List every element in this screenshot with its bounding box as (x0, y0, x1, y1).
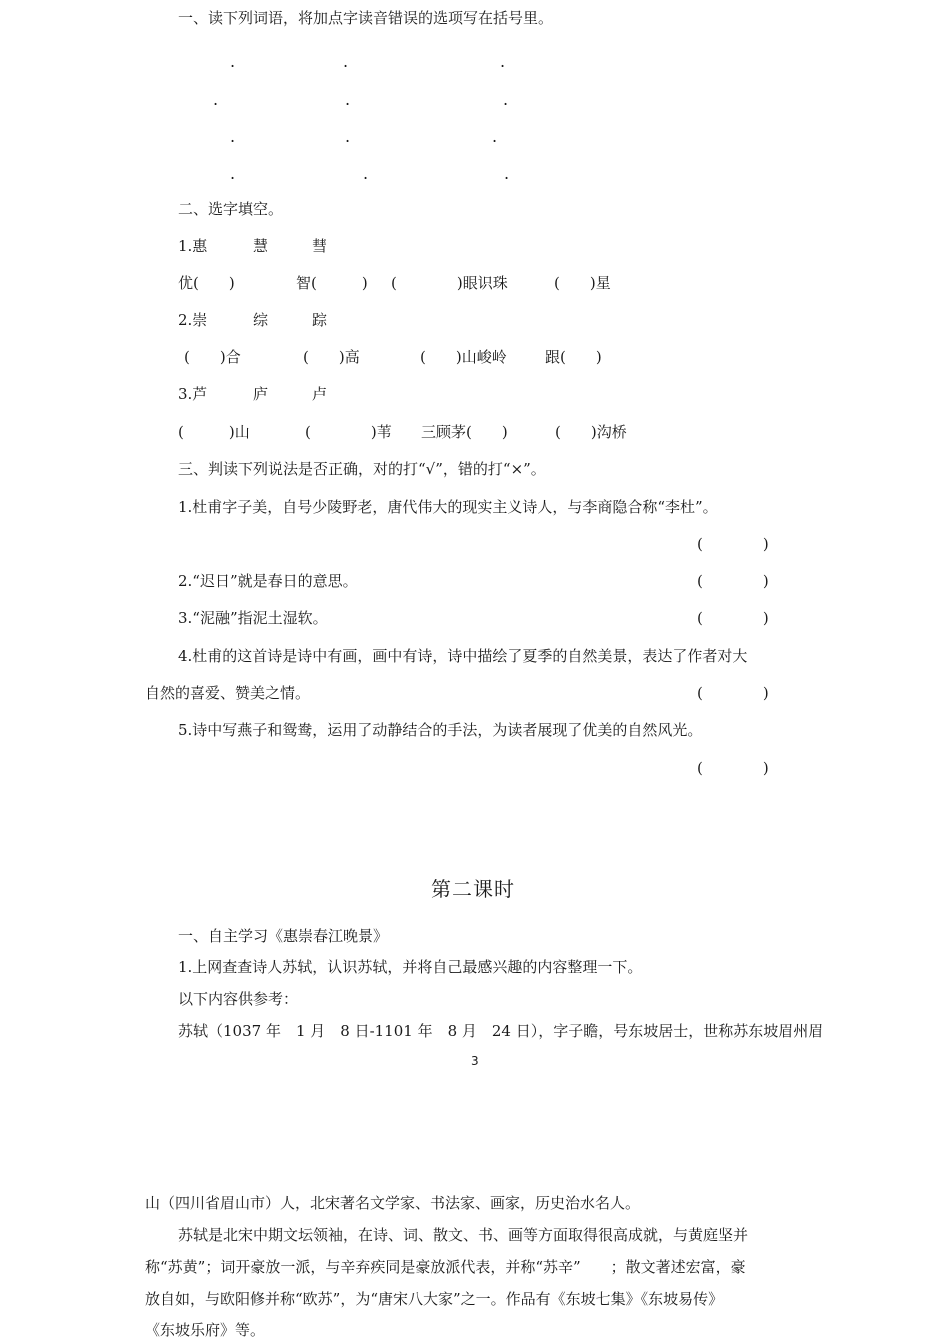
emphasis-dot: . (504, 164, 510, 183)
q2-char: 2.崇 (178, 311, 208, 329)
judgement-item: 2.“迟日”就是春日的意思。 (178, 572, 358, 590)
q1-char: 彗 (312, 237, 328, 255)
q1-blank: ( )眼识珠 (391, 274, 508, 292)
q3-char: 3.芦 (178, 385, 208, 403)
q2-char: 踪 (312, 311, 328, 329)
emphasis-dot: . (230, 52, 236, 71)
q3-blank: 三顾茅( ) (421, 423, 508, 441)
q1-char: 1.惠 (178, 237, 208, 255)
q2-blank: 跟( ) (545, 348, 602, 366)
bio-paragraph: 放自如，与欧阳修并称“欧苏”，为“唐宋八大家”之一。作品有《东坡七集》《东坡易传》 (145, 1290, 724, 1308)
lesson-title: 第二课时 (431, 877, 515, 901)
emphasis-dot: . (503, 90, 509, 109)
judgement-item: 3.“泥融”指泥土湿软。 (178, 609, 328, 627)
emphasis-dot: . (500, 52, 506, 71)
bio-paragraph: 称“苏黄”；词开豪放一派，与辛弃疾同是豪放派代表，并称“苏辛” ；散文著述宏富，豪 (145, 1258, 746, 1276)
emphasis-dot: . (363, 164, 369, 183)
answer-blank: ( ) (697, 609, 769, 627)
q3-blank: ( )山 (178, 423, 250, 441)
q2-char: 综 (253, 311, 269, 329)
judgement-item: 1.杜甫字子美，自号少陵野老，唐代伟大的现实主义诗人，与李商隐合称“李杜”。 (178, 498, 718, 516)
answer-blank: ( ) (697, 572, 769, 590)
section1-heading: 一、读下列词语，将加点字读音错误的选项写在括号里。 (178, 9, 554, 27)
section3-heading: 三、判读下列说法是否正确，对的打“√”，错的打“×”。 (178, 460, 546, 478)
q3-blank: ( )沟桥 (555, 423, 627, 441)
lesson2-heading: 一、自主学习《惠崇春江晚景》 (178, 927, 389, 945)
emphasis-dot: . (230, 164, 236, 183)
judgement-item-continued: 自然的喜爱、赞美之情。 (145, 684, 311, 702)
lesson2-question: 1.上网查查诗人苏轼，认识苏轼，并将自己最感兴趣的内容整理一下。 (178, 958, 643, 976)
q1-blank: 智( ) (296, 274, 368, 292)
q2-blank: ( )山峻岭 (420, 348, 507, 366)
answer-blank: ( ) (697, 684, 769, 702)
q2-blank: ( )合 (184, 348, 241, 366)
judgement-item: 5.诗中写燕子和鸳鸯，运用了动静结合的手法，为读者展现了优美的自然风光。 (178, 721, 703, 739)
bio-paragraph: 《东坡乐府》等。 (145, 1321, 266, 1339)
q3-char: 卢 (312, 385, 328, 403)
emphasis-dot: . (213, 90, 219, 109)
emphasis-dot: . (345, 90, 351, 109)
bio-paragraph: 苏轼是北宋中期文坛领袖，在诗、词、散文、书、画等方面取得很高成就，与黄庭坚并 (178, 1226, 749, 1244)
reference-note: 以下内容供参考： (178, 990, 299, 1008)
emphasis-dot: . (230, 127, 236, 146)
q2-blank: ( )高 (303, 348, 360, 366)
page-number: 3 (471, 1054, 479, 1068)
emphasis-dot: . (492, 127, 498, 146)
section2-heading: 二、选字填空。 (178, 200, 284, 218)
answer-blank: ( ) (697, 535, 769, 553)
q1-char: 慧 (253, 237, 269, 255)
q3-char: 庐 (253, 385, 269, 403)
bio-paragraph: 苏轼（1037 年 1 月 8 日-1101 年 8 月 24 日），字子瞻，号东坡居士，世称苏东坡眉州眉 (178, 1022, 824, 1040)
q3-blank: ( )苇 (305, 423, 392, 441)
emphasis-dot: . (345, 127, 351, 146)
emphasis-dot: . (343, 52, 349, 71)
q1-blank: 优( ) (178, 274, 235, 292)
bio-paragraph: 山（四川省眉山市）人，北宋著名文学家、书法家、画家，历史治水名人。 (145, 1194, 641, 1212)
judgement-item: 4.杜甫的这首诗是诗中有画，画中有诗，诗中描绘了夏季的自然美景，表达了作者对大 (178, 647, 748, 665)
q1-blank: ( )星 (554, 274, 611, 292)
answer-blank: ( ) (697, 759, 769, 777)
